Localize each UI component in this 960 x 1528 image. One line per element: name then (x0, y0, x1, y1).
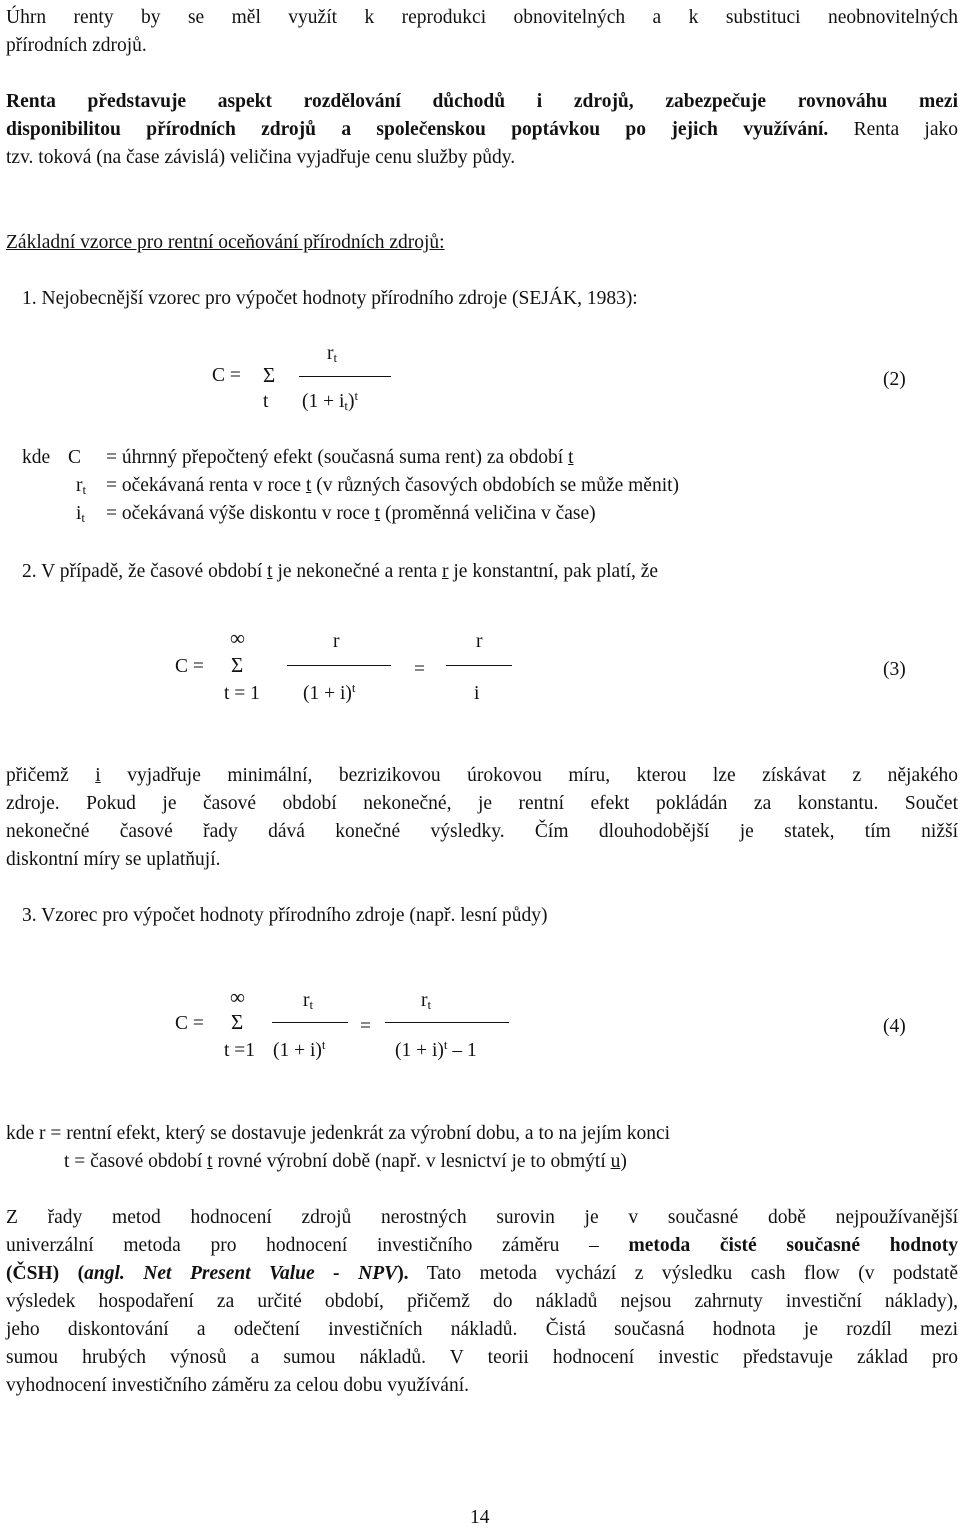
formula-1-sigma-index: t (263, 391, 269, 412)
formula-2-numerator-2: r (476, 631, 483, 652)
formula-3-equals: = (360, 1016, 371, 1037)
closing-line-5: jeho diskontování a odečtení investičních nákladů. Čistá současná hodnota je rozdíl mezi (6, 1319, 958, 1340)
renta-line-2-rest: Renta jako (828, 119, 958, 140)
closing-line-2: univerzální metoda pro hodnocení investičního záměru – metoda čisté současné hodnoty (6, 1235, 958, 1256)
formula-3-denominator-2: $(1 + i)^t - 1$ (395, 1037, 477, 1061)
page-number: 14 (470, 1507, 490, 1528)
formula-2-fraction-bar-2 (446, 665, 512, 666)
renta-line-2-bold: disponibilitou přírodních zdrojů a společenskou poptávkou po jejich využívání. (6, 119, 829, 140)
def-c-symbol: C (68, 447, 82, 468)
formula-2-fraction-bar-1 (287, 665, 391, 666)
formula-1-denominator: $(1 + i_t)^t$ (302, 388, 359, 413)
formula-2-sigma: Σ (231, 653, 244, 677)
def-i-symbol: $i_t$ (76, 503, 86, 525)
formula-1-numerator: $r_t$ (327, 343, 338, 365)
renta-line-1: Renta představuje aspekt rozdělování důchodů i zdrojů, zabezpečuje rovnováhu mezi (6, 91, 958, 112)
def-r-text: = očekávaná renta v roce t (v různých časových obdobích se může měnit) (106, 475, 680, 496)
formula-3-fraction-bar-2 (385, 1022, 509, 1023)
closing-line-3: (ČSH) (angl. Net Present Value - NPV). Tato metoda vychází z výsledku cash flow (v podstatě (6, 1263, 958, 1284)
formula-2-equals: = (414, 659, 425, 680)
formula-1-sigma: Σ (263, 363, 276, 387)
formula-3-lhs: C = (175, 1013, 204, 1034)
formula-1-lhs: C = (212, 365, 241, 386)
def-c-text: = úhrnný přepočtený efekt (současná suma rent) za období t (106, 447, 574, 468)
formula-2-sigma-index: t = 1 (224, 683, 260, 704)
formula-2-tag: (3) (883, 659, 906, 680)
formula-2-denominator-2: i (474, 683, 480, 704)
formula-3-denominator-1: $(1 + i)^t$ (273, 1037, 326, 1061)
formula-2-para-line-4: diskontní míry se uplatňují. (6, 849, 221, 870)
formula-3-def-1: kde r = rentní efekt, který se dostavuje jedenkrát za výrobní dobu, a to na jejím konci (6, 1123, 671, 1144)
formula-2-para-line-3: nekonečné časové řady dává konečné výsledky. Čím dlouhodobější je statek, tím nižší (6, 821, 958, 842)
formula-3-intro: 3. Vzorec pro výpočet hodnoty přírodního zdroje (např. lesní půdy) (22, 905, 548, 926)
formula-3-fraction-bar-1 (272, 1022, 348, 1023)
formula-3-sigma-index: t =1 (224, 1040, 256, 1061)
closing-line-7: vyhodnocení investičního záměru za celou dobu využívání. (6, 1375, 469, 1396)
def-i-text: = očekávaná výše diskontu v roce t (proměnná veličina v čase) (106, 503, 596, 524)
formula-2-denominator-1: $(1 + i)^t$ (303, 680, 356, 704)
intro-line-1: Úhrn renty by se měl využít k reprodukci obnovitelných a k substituci neobnovitelných (6, 7, 958, 28)
formula-2-intro: 2. V případě, že časové období t je nekonečné a renta r je konstantní, pak platí, že (22, 561, 659, 582)
def-r-symbol: $r_t$ (76, 475, 87, 497)
formula-1-intro: 1. Nejobecnější vzorec pro výpočet hodnoty přírodního zdroje (SEJÁK, 1983): (22, 288, 638, 309)
renta-line-3: tzv. toková (na čase závislá) veličina vyjadřuje cenu služby půdy. (6, 147, 516, 168)
formula-3-infinity: ∞ (230, 985, 245, 1009)
formula-2-infinity: ∞ (230, 626, 245, 650)
formula-3-numerator-1: $r_t$ (303, 990, 314, 1012)
formula-3-sigma: Σ (231, 1010, 244, 1034)
formula-3-def-2: t = časové období t rovné výrobní době (např. v lesnictví je to obmýtí u) (64, 1151, 627, 1172)
renta-line-2 (6, 120, 958, 140)
formula-2-lhs: C = (175, 656, 204, 677)
section-heading: Základní vzorce pro rentní oceňování přírodních zdrojů: (6, 232, 445, 253)
formula-1-tag: (2) (883, 369, 906, 390)
defs-kde: kde (22, 447, 51, 468)
formula-2-numerator-1: r (333, 631, 340, 652)
formula-3-numerator-2: $r_t$ (421, 990, 432, 1012)
formula-2-para-line-1: přičemž i vyjadřuje minimální, bezrizikovou úrokovou míru, kterou lze získávat z nějakého (6, 765, 959, 786)
formula-3-tag: (4) (883, 1016, 906, 1037)
intro-line-2: přírodních zdrojů. (6, 35, 147, 56)
closing-line-6: sumou hrubých výnosů a sumou nákladů. V teorii hodnocení investic představuje základ pro (6, 1347, 958, 1368)
closing-line-4: výsledek hospodaření za určité období, přičemž do nákladů nejsou zahrnuty investiční náklady), (6, 1291, 958, 1312)
formula-2-para-line-2: zdroje. Pokud je časové období nekonečné, je rentní efekt pokládán za konstantu. Součet (6, 793, 958, 814)
closing-line-1: Z řady metod hodnocení zdrojů nerostných surovin je v současné době nejpoužívanější (6, 1207, 958, 1228)
formula-1-fraction-bar (299, 376, 391, 377)
